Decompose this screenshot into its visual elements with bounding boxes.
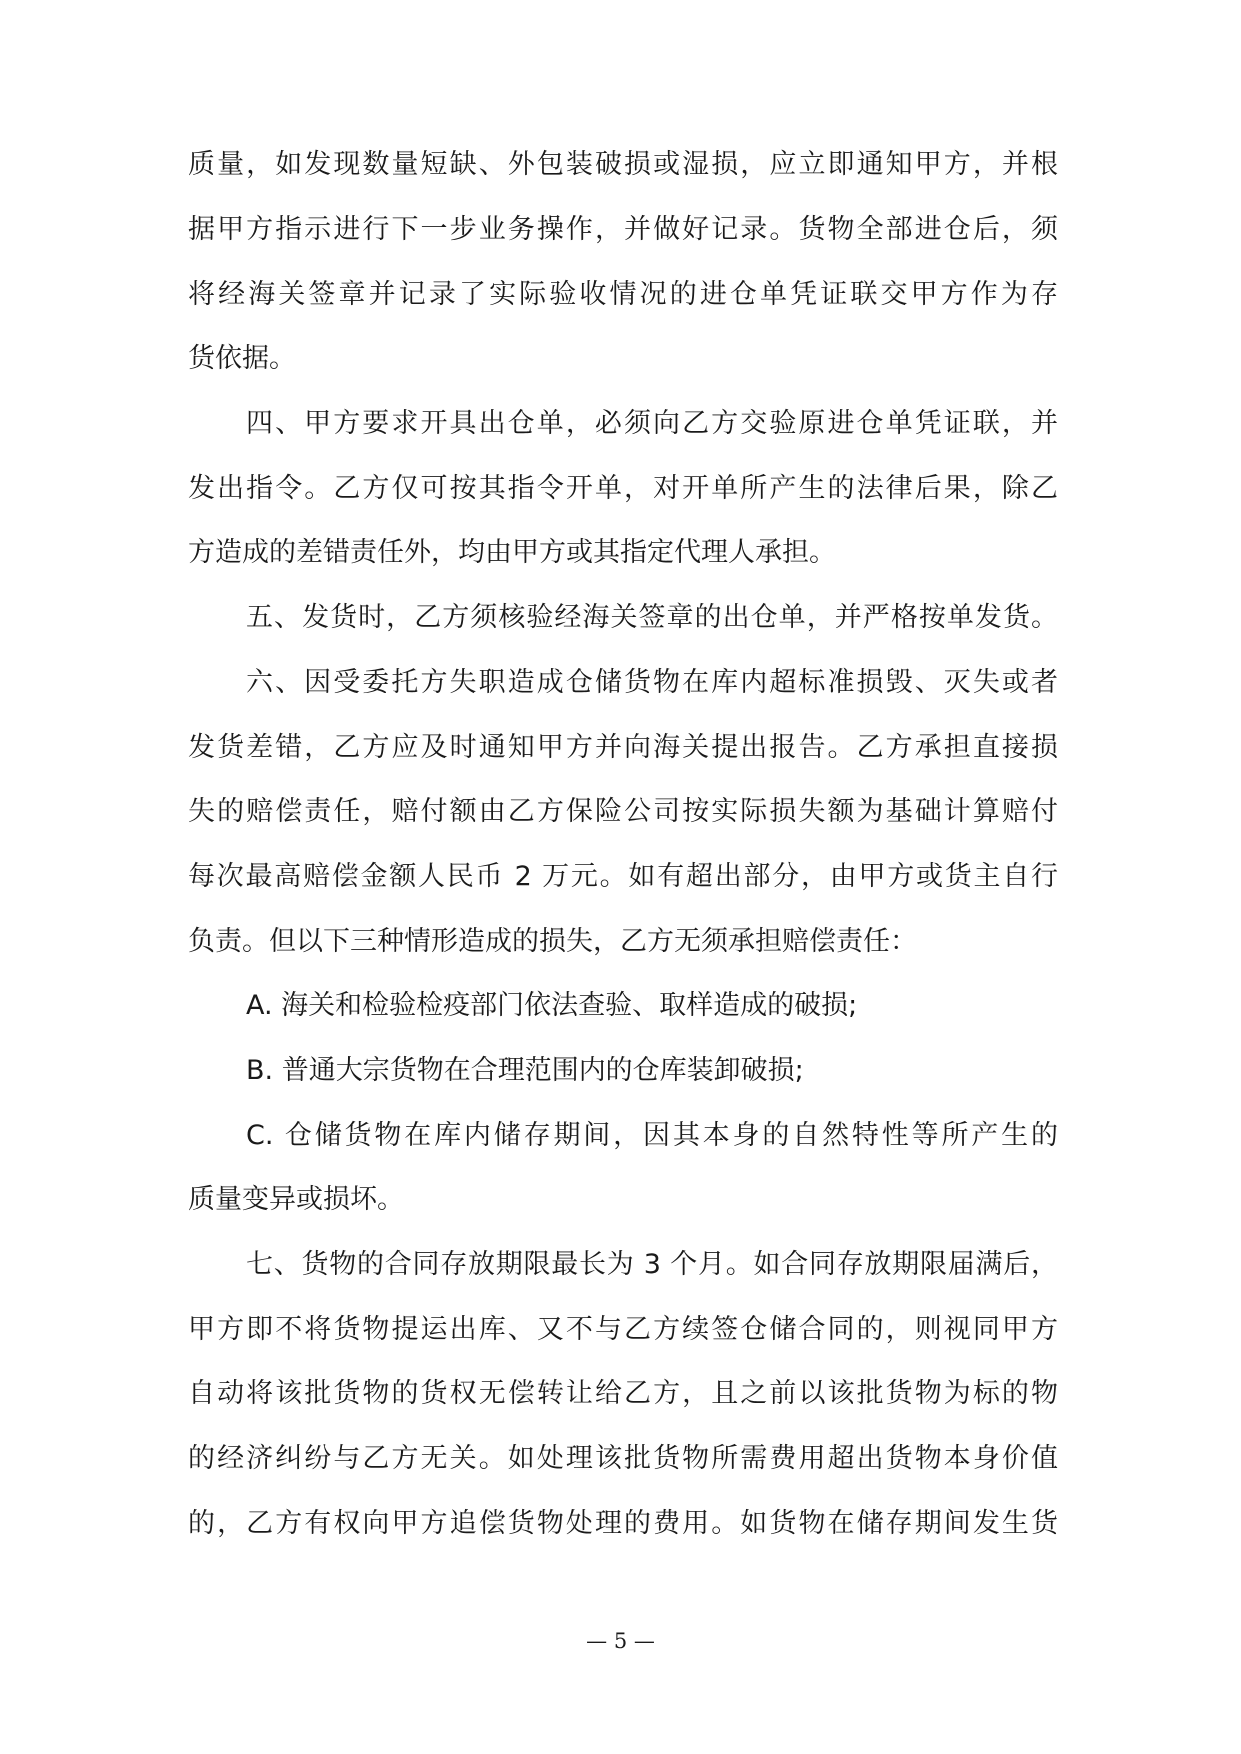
text-line: 货依据。 [188, 343, 296, 374]
text-line: 将经海关签章并记录了实际验收情况的进仓单凭证联交甲方作为存 [188, 279, 1058, 310]
text-line: 的，乙方有权向甲方追偿货物处理的费用。如货物在储存期间发生货 [188, 1508, 1058, 1539]
text-line: 发货差错，乙方应及时通知甲方并向海关提出报告。乙方承担直接损 [188, 732, 1058, 763]
text-line: 方造成的差错责任外，均由甲方或其指定代理人承担。 [188, 537, 836, 568]
page-number: — 5 — [586, 1629, 655, 1653]
text-line: 自动将该批货物的货权无偿转让给乙方，且之前以该批货物为标的物 [188, 1378, 1058, 1409]
text-line: 发出指令。乙方仅可按其指令开单，对开单所产生的法律后果，除乙 [188, 473, 1058, 504]
text-line: 甲方即不将货物提运出库、又不与乙方续签仓储合同的，则视同甲方 [188, 1314, 1058, 1345]
text-line: 负责。但以下三种情形造成的损失，乙方无须承担赔偿责任： [188, 926, 917, 957]
text-line: 每次最高赔偿金额人民币 2 万元。如有超出部分，由甲方或货主自行 [188, 861, 1058, 892]
text-line: 六、因受委托方失职造成仓储货物在库内超标准损毁、灭失或者 [246, 667, 1058, 698]
text-line: 四、甲方要求开具出仓单，必须向乙方交验原进仓单凭证联，并 [246, 408, 1058, 439]
text-line: B. 普通大宗货物在合理范围内的仓库装卸破损; [246, 1055, 804, 1086]
text-line: 据甲方指示进行下一步业务操作，并做好记录。货物全部进仓后，须 [188, 214, 1058, 245]
text-line: 质量，如发现数量短缺、外包装破损或湿损，应立即通知甲方，并根 [188, 149, 1058, 180]
text-line: 五、发货时，乙方须核验经海关签章的出仓单，并严格按单发货。 [246, 602, 1058, 633]
text-line: 的经济纠纷与乙方无关。如处理该批货物所需费用超出货物本身价值 [188, 1443, 1058, 1474]
text-line: A. 海关和检验检疫部门依法查验、取样造成的破损; [246, 990, 858, 1021]
text-line: C. 仓储货物在库内储存期间，因其本身的自然特性等所产生的 [246, 1120, 1058, 1151]
text-line: 质量变异或损坏。 [188, 1184, 404, 1215]
text-line: 七、货物的合同存放期限最长为 3 个月。如合同存放期限届满后， [246, 1249, 1058, 1280]
text-line: 失的赔偿责任，赔付额由乙方保险公司按实际损失额为基础计算赔付 [188, 796, 1058, 827]
